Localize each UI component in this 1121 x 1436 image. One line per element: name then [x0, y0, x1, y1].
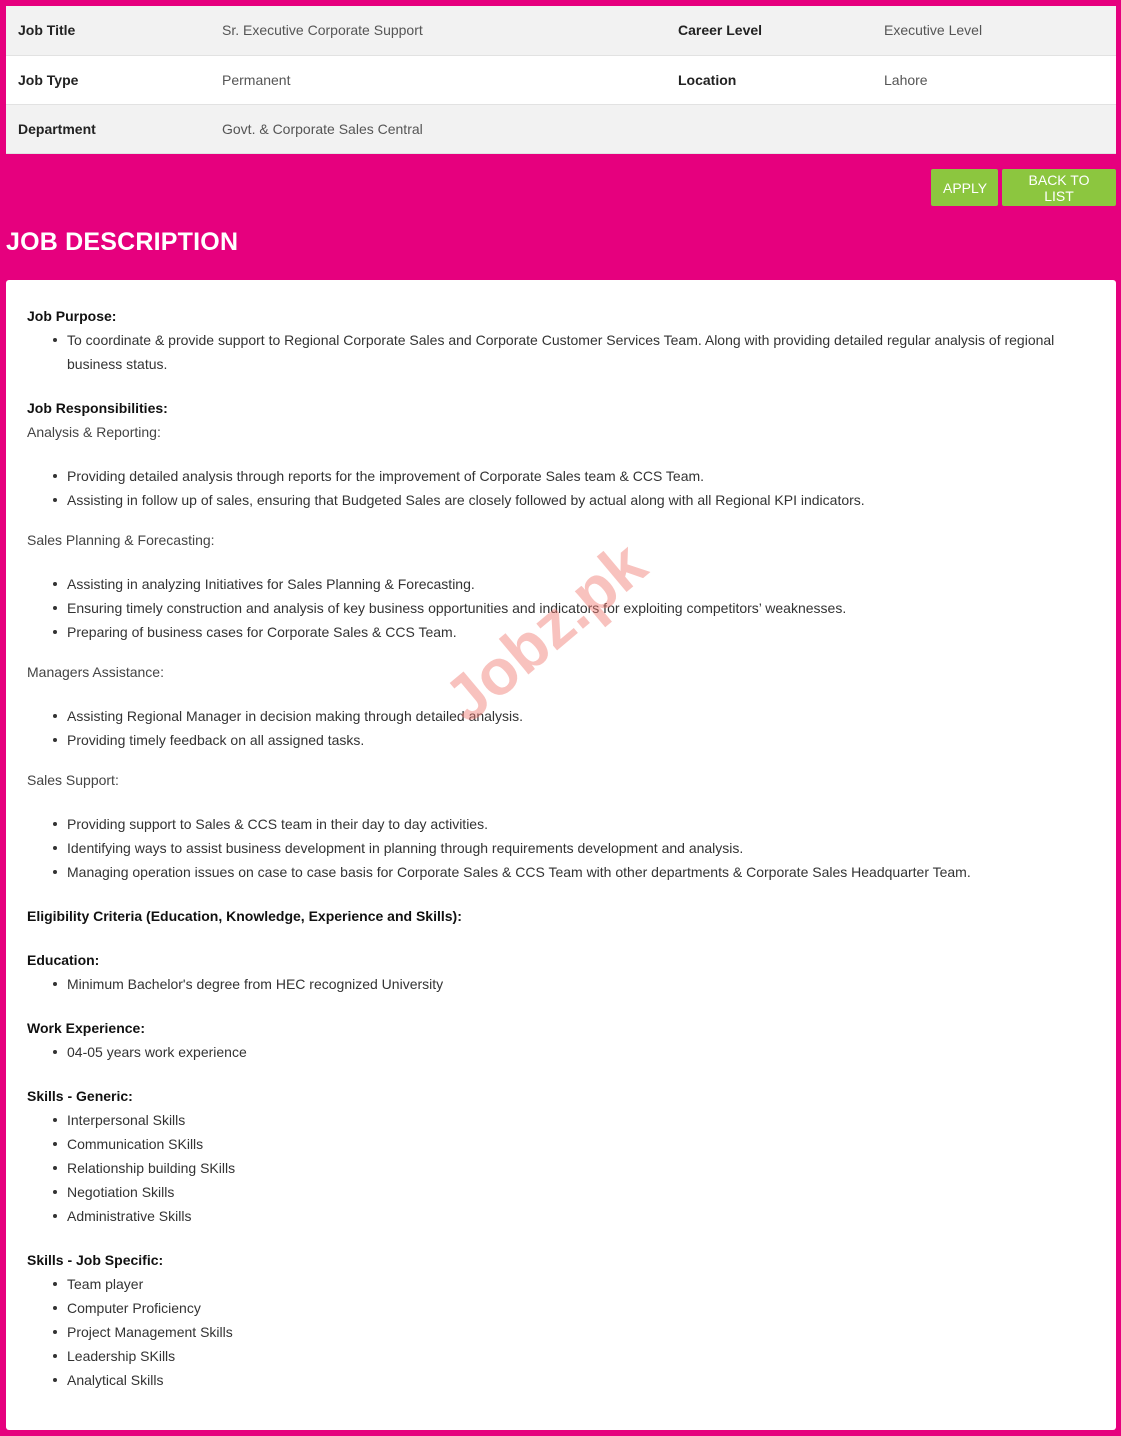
table-row	[6, 104, 1116, 153]
generic-skills-list	[27, 1108, 1096, 1228]
section-title: JOB DESCRIPTION	[6, 228, 239, 256]
specific-skills-heading: Skills - Job Specific:	[27, 1252, 164, 1268]
list-item: Relationship building SKills	[67, 1156, 1096, 1180]
list-item: Identifying ways to assist business development in planning through requirements development and analysis.	[67, 836, 1096, 860]
list-item: Providing support to Sales & CCS team in their day to day activities.	[67, 812, 1096, 836]
generic-skills-heading: Skills - Generic:	[27, 1088, 133, 1104]
list-item: 04-05 years work experience	[67, 1040, 1096, 1064]
list-item: Project Management Skills	[67, 1320, 1096, 1344]
back-to-list-button[interactable]: BACK TO LIST	[1002, 169, 1116, 206]
education-list	[27, 972, 1096, 996]
group-title: Sales Support:	[27, 772, 119, 788]
list-item: Communication SKills	[67, 1132, 1096, 1156]
list-item: Interpersonal Skills	[67, 1108, 1096, 1132]
list-item: Assisting in analyzing Initiatives for Sales Planning & Forecasting.	[67, 572, 1096, 596]
watermark: Jobz.pk	[430, 527, 660, 736]
list-item: Assisting in follow up of sales, ensuring that Budgeted Sales are closely followed by actual along with all Regional KPI indicators.	[67, 488, 1096, 512]
purpose-heading: Job Purpose:	[27, 308, 117, 324]
list-item: Preparing of business cases for Corporate Sales & CCS Team.	[67, 620, 1096, 644]
job-type-value: Permanent	[210, 55, 666, 104]
list-item: Ensuring timely construction and analysis of key business opportunities and indicators for exploiting competitors’ weaknesses.	[67, 596, 1096, 620]
analysis-list	[27, 464, 1096, 512]
list-item: Negotiation Skills	[67, 1180, 1096, 1204]
group-title: Managers Assistance:	[27, 664, 164, 680]
job-title-label: Job Title	[6, 6, 210, 55]
department-label: Department	[6, 104, 210, 153]
apply-button[interactable]: APPLY	[931, 169, 998, 206]
specific-skills-list	[27, 1272, 1096, 1392]
location-label: Location	[666, 55, 872, 104]
job-title-value: Sr. Executive Corporate Support	[210, 6, 666, 55]
location-value: Lahore	[872, 55, 1116, 104]
experience-list	[27, 1040, 1096, 1064]
list-item: Managing operation issues on case to case basis for Corporate Sales & CCS Team with other departments & Corporate Sales Headquarter Team.	[67, 860, 1096, 884]
list-item: Team player	[67, 1272, 1096, 1296]
job-description-panel	[6, 280, 1116, 1430]
list-item: Minimum Bachelor's degree from HEC recognized University	[67, 972, 1096, 996]
experience-heading: Work Experience:	[27, 1020, 146, 1036]
list-item: Computer Proficiency	[67, 1296, 1096, 1320]
group-title: Analysis & Reporting:	[27, 424, 161, 440]
career-level-value: Executive Level	[872, 6, 1116, 55]
list-item: Providing detailed analysis through reports for the improvement of Corporate Sales team & CCS Team.	[67, 464, 1096, 488]
support-list	[27, 812, 1096, 884]
eligibility-heading: Eligibility Criteria (Education, Knowledge, Experience and Skills):	[27, 908, 462, 924]
empty-cell	[872, 104, 1116, 153]
list-item: To coordinate & provide support to Regional Corporate Sales and Corporate Customer Services Team. Along with providing detailed regular analysis of regional business status.	[67, 328, 1096, 376]
table-row	[6, 6, 1116, 55]
purpose-list	[27, 328, 1096, 376]
planning-list	[27, 572, 1096, 644]
assistance-list	[27, 704, 1096, 752]
group-title: Sales Planning & Forecasting:	[27, 532, 215, 548]
table-row	[6, 55, 1116, 104]
list-item: Providing timely feedback on all assigned tasks.	[67, 728, 1096, 752]
job-info-table	[6, 6, 1116, 154]
list-item: Assisting Regional Manager in decision making through detailed analysis.	[67, 704, 1096, 728]
responsibilities-heading: Job Responsibilities:	[27, 400, 168, 416]
list-item: Leadership SKills	[67, 1344, 1096, 1368]
list-item: Administrative Skills	[67, 1204, 1096, 1228]
job-type-label: Job Type	[6, 55, 210, 104]
empty-cell	[666, 104, 872, 153]
department-value: Govt. & Corporate Sales Central	[210, 104, 666, 153]
career-level-label: Career Level	[666, 6, 872, 55]
list-item: Analytical Skills	[67, 1368, 1096, 1392]
education-heading: Education:	[27, 952, 100, 968]
